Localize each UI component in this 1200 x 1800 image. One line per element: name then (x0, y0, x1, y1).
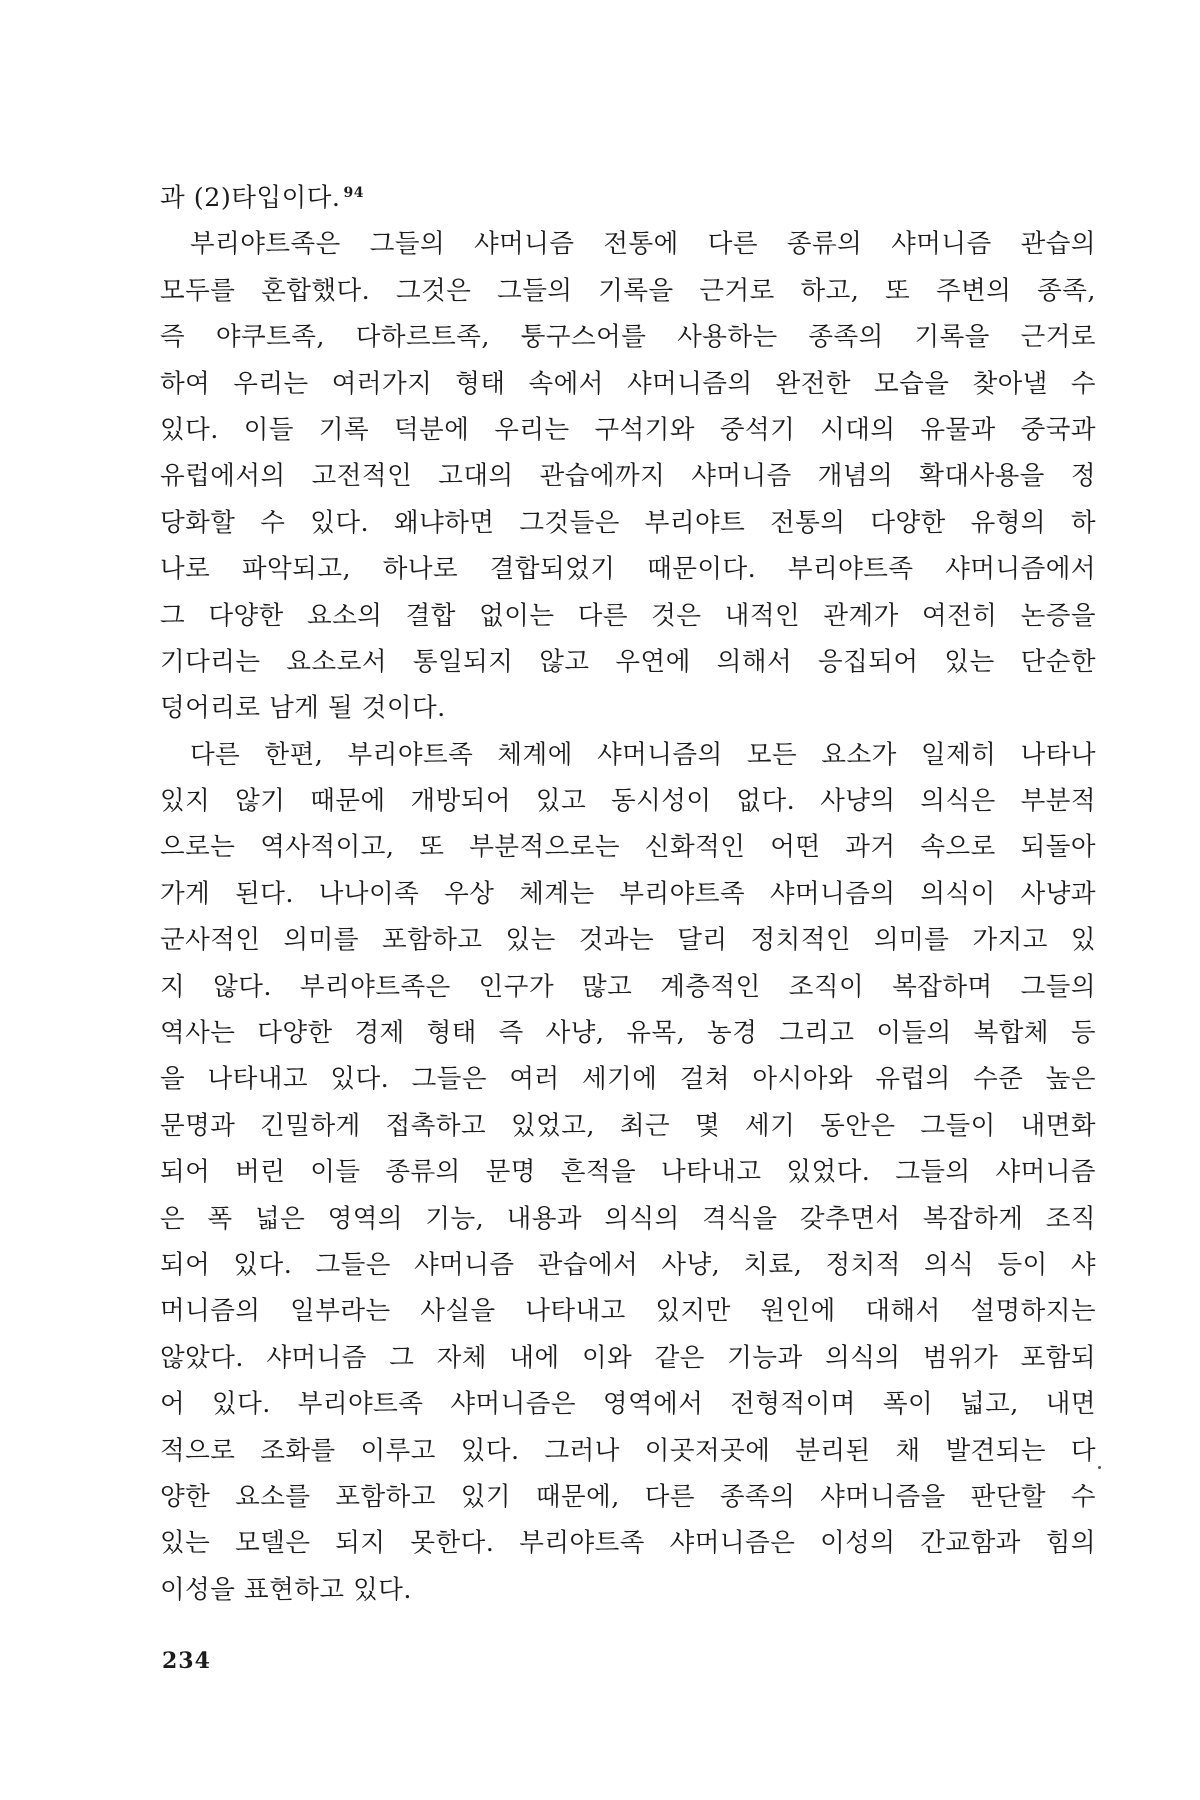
text-line: 군사적인 의미를 포함하고 있는 것과는 달리 정치적인 의미를 가지고 있 (160, 925, 1096, 956)
text-line: 문명과 긴밀하게 접촉하고 있었고, 최근 몇 세기 동안은 그들이 내면화 (160, 1110, 1096, 1141)
text-line: 을 나타내고 있다. 그들은 여러 세기에 걸쳐 아시아와 유럽의 수준 높은 (160, 1064, 1096, 1095)
text-line: 머니즘의 일부라는 사실을 나타내고 있지만 원인에 대해서 설명하지는 (160, 1296, 1096, 1327)
text-line: 하여 우리는 여러가지 형태 속에서 샤머니즘의 완전한 모습을 찾아낼 수 (160, 368, 1096, 399)
text-line: 기다리는 요소로서 통일되지 않고 우연에 의해서 응집되어 있는 단순한 (160, 646, 1096, 677)
text-line: 되어 있다. 그들은 샤머니즘 관습에서 사냥, 치료, 정치적 의식 등이 샤 (160, 1249, 1096, 1280)
text-line: 않았다. 샤머니즘 그 자체 내에 이와 같은 기능과 의식의 범위가 포함되 (160, 1342, 1096, 1373)
text-line: 은 폭 넓은 영역의 기능, 내용과 의식의 격식을 갖추면서 복잡하게 조직 (160, 1203, 1096, 1234)
text-line: 그 다양한 요소의 결합 없이는 다른 것은 내적인 관계가 여전히 논증을 (160, 600, 1096, 631)
text-line: 으로는 역사적이고, 또 부분적으로는 신화적인 어떤 과거 속으로 되돌아 (160, 832, 1096, 863)
paragraph-1 (160, 221, 1096, 731)
footnote-reference: 94 (343, 184, 364, 201)
text-line: 부리야트족은 그들의 샤머니즘 전통에 다른 종류의 샤머니즘 관습의 (190, 229, 1096, 260)
text-line: 적으로 조화를 이루고 있다. 그러나 이곳저곳에 분리된 채 발견되는 다 (160, 1435, 1096, 1466)
text-line: 덩어리로 남게 될 것이다. (160, 693, 446, 724)
text-line: 지 않다. 부리야트족은 인구가 많고 계층적인 조직이 복잡하며 그들의 (160, 971, 1096, 1002)
text-line: 나로 파악되고, 하나로 결합되었기 때문이다. 부리야트족 샤머니즘에서 (160, 554, 1096, 585)
text-line: 다른 한편, 부리야트족 체계에 샤머니즘의 모든 요소가 일제히 나타나 (190, 739, 1096, 770)
scan-speck (1098, 1466, 1101, 1469)
text-line: 있지 않기 때문에 개방되어 있고 동시성이 없다. 사냥의 의식은 부분적 (160, 786, 1096, 817)
text-line: 유럽에서의 고전적인 고대의 관습에까지 샤머니즘 개념의 확대사용을 정 (160, 461, 1096, 492)
text-line: 모두를 혼합했다. 그것은 그들의 기록을 근거로 하고, 또 주변의 종족, (160, 275, 1096, 306)
paragraph-2 (160, 732, 1096, 1613)
text-line: 가게 된다. 나나이족 우상 체계는 부리야트족 샤머니즘의 의식이 사냥과 (160, 878, 1096, 909)
text-line: 있는 모델은 되지 못한다. 부리야트족 샤머니즘은 이성의 간교함과 힘의 (160, 1528, 1096, 1559)
page-number: 234 (162, 1648, 211, 1674)
text-line: 당화할 수 있다. 왜냐하면 그것들은 부리야트 전통의 다양한 유형의 하 (160, 507, 1096, 538)
text-line: 어 있다. 부리야트족 샤머니즘은 영역에서 전형적이며 폭이 넓고, 내면 (160, 1389, 1096, 1420)
text-line: 즉 야쿠트족, 다하르트족, 퉁구스어를 사용하는 종족의 기록을 근거로 (160, 322, 1096, 353)
text-line: 양한 요소를 포함하고 있기 때문에, 다른 종족의 샤머니즘을 판단할 수 (160, 1481, 1096, 1512)
continuation-line (160, 175, 1096, 221)
text-line: 있다. 이들 기록 덕분에 우리는 구석기와 중석기 시대의 유물과 중국과 (160, 414, 1096, 445)
text-line: 역사는 다양한 경제 형태 즉 사냥, 유목, 농경 그리고 이들의 복합체 등 (160, 1018, 1096, 1049)
text-line: 이성을 표현하고 있다. (160, 1574, 413, 1605)
text-line: 되어 버린 이들 종류의 문명 흔적을 나타내고 있었다. 그들의 샤머니즘 (160, 1157, 1096, 1188)
body-text (160, 175, 1096, 1613)
continuation-text: 과 (2)타입이다. (160, 183, 341, 213)
